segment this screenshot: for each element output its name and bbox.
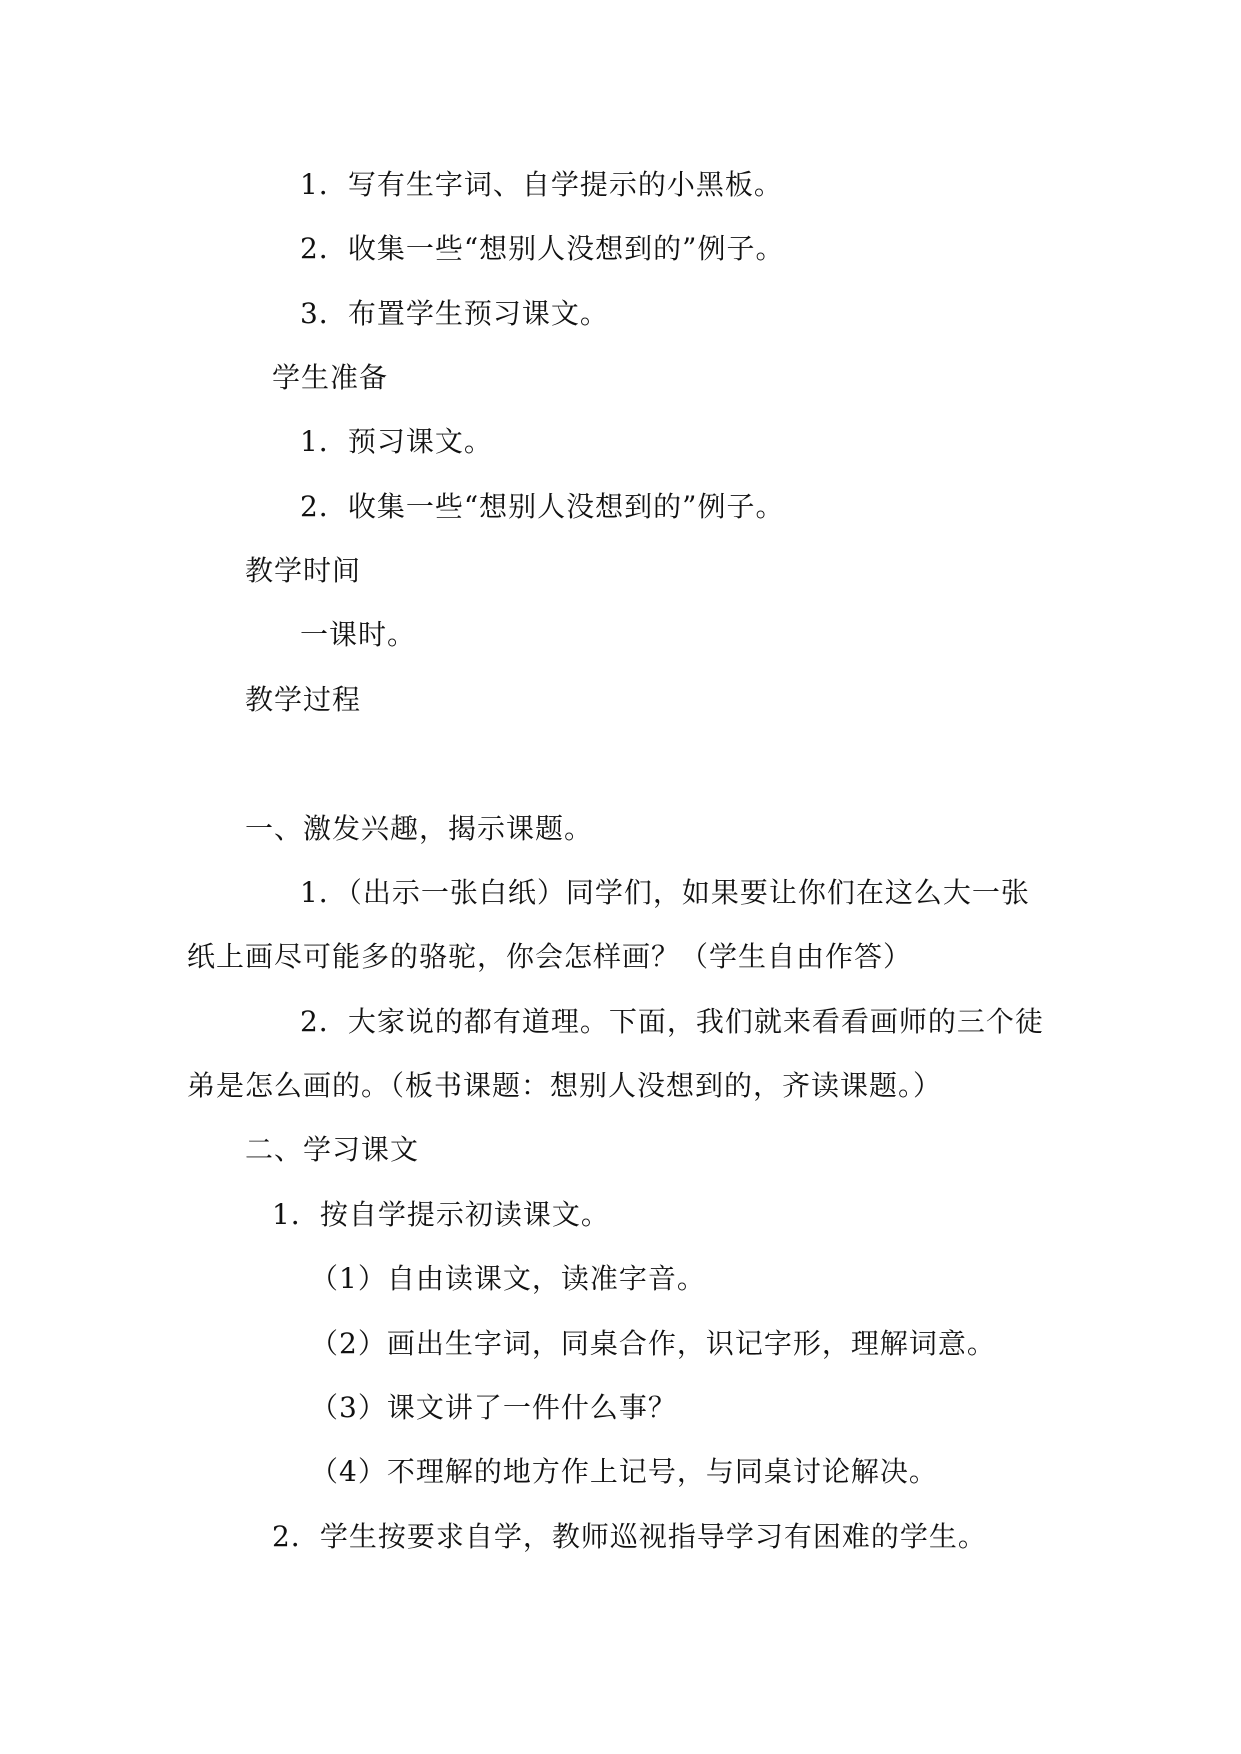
section2-step1: 1．按自学提示初读课文。	[272, 1198, 610, 1231]
section2-step2: 2．学生按要求自学，教师巡视指导学习有困难的学生。	[272, 1520, 987, 1553]
teacher-prep-item-3: 3．布置学生预习课文。	[300, 297, 609, 330]
teacher-prep-item-2: 2．收集一些“想别人没想到的”例子。	[300, 232, 785, 265]
section1-title: 一、激发兴趣，揭示课题。	[245, 812, 594, 845]
student-prep-item-1: 1．预习课文。	[300, 425, 493, 458]
teaching-process-heading: 教学过程	[245, 683, 362, 716]
teacher-prep-item-1: 1．写有生字词、自学提示的小黑板。	[300, 168, 783, 201]
section1-para1-line2: 纸上画尽可能多的骆驼，你会怎样画？（学生自由作答）	[187, 940, 913, 973]
section1-para2-line1: 2．大家说的都有道理。下面，我们就来看看画师的三个徒	[300, 1005, 1044, 1038]
section2-sub-item-1: （1）自由读课文，读准字音。	[310, 1262, 706, 1295]
section2-sub-item-3: （3）课文讲了一件什么事？	[310, 1391, 677, 1424]
section2-title: 二、学习课文	[245, 1133, 420, 1166]
section2-sub-item-2: （2）画出生字词，同桌合作，识记字形，理解词意。	[310, 1327, 996, 1360]
teaching-time-heading: 教学时间	[245, 554, 362, 587]
section1-para2-line2: 弟是怎么画的。（板书课题：想别人没想到的，齐读课题。）	[187, 1069, 943, 1102]
teaching-time-value: 一课时。	[300, 618, 417, 651]
student-prep-item-2: 2．收集一些“想别人没想到的”例子。	[300, 490, 785, 523]
section2-sub-item-4: （4）不理解的地方作上记号，与同桌讨论解决。	[310, 1455, 938, 1488]
section1-para1-line1: 1．（出示一张白纸）同学们，如果要让你们在这么大一张	[300, 876, 1030, 909]
student-prep-heading: 学生准备	[272, 361, 389, 394]
